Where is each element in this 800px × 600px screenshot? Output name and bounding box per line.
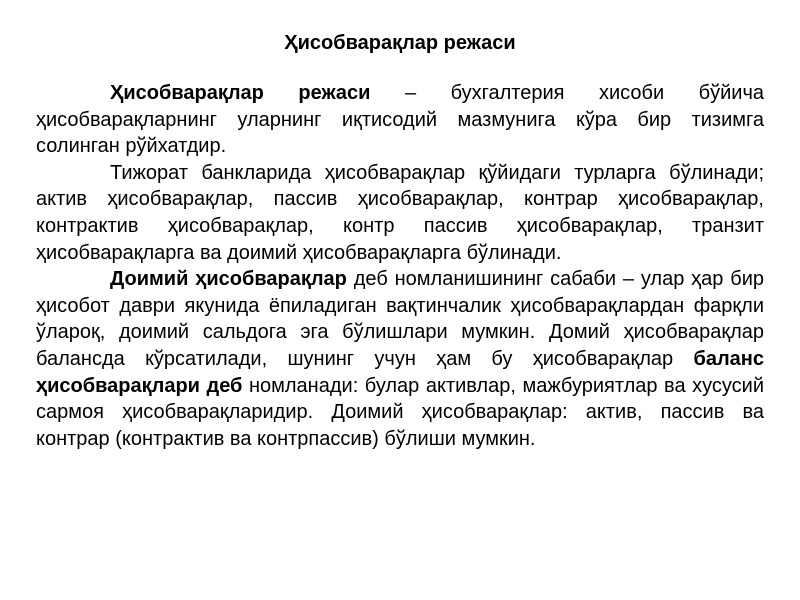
paragraph-account-types-text: Тижорат банкларида ҳисобварақлар қўйидаги турларга бўлинади; актив ҳисобварақлар, пассив ҳисобварақлар, контрар ҳисобварақлар, контрактив ҳисобварақлар, контр пассив ҳисобварақлар, транзит ҳисобварақларга ва доимий ҳисобварақларга бўлинади. (36, 161, 764, 264)
paragraph-definition-text: – бухгалтерия хисоби бўйича ҳисобварақларнинг уларнинг иқтисодий мазмунига кўра бир тизимга солинган рўйхатдир. (36, 82, 765, 158)
paragraph-account-types (36, 160, 764, 266)
term-balance-accounts: баланс ҳисобварақлари деб (36, 347, 764, 397)
document-title: Ҳисобварақлар режаси (284, 32, 516, 54)
term-chart-of-accounts: Ҳисобварақлар режаси (110, 82, 371, 104)
paragraph-permanent-accounts (36, 266, 764, 452)
paragraph-permanent-text-1: деб номланишининг сабаби – улар ҳар бир ҳисобот даври якунида ёпиладиган вақтинчалик ҳисобварақлардан фарқли ўлароқ, доимий сальдога эга бўлишлари мумкин. Домий ҳисобварақлар балансда кўрсатилади, шунинг учун ҳам бу ҳисобварақлар (36, 268, 765, 370)
paragraph-permanent-text-2: номланади: булар активлар, мажбуриятлар ва хусусий сармоя ҳисобварақларидир. Доимий ҳисобварақлар: актив, пассив ва контрар (контрактив ва контрпассив) бўлиши мумкин. (36, 374, 765, 450)
term-permanent-accounts: Доимий ҳисобварақлар (110, 268, 347, 291)
paragraph-definition (36, 80, 764, 160)
document-body (36, 80, 764, 452)
